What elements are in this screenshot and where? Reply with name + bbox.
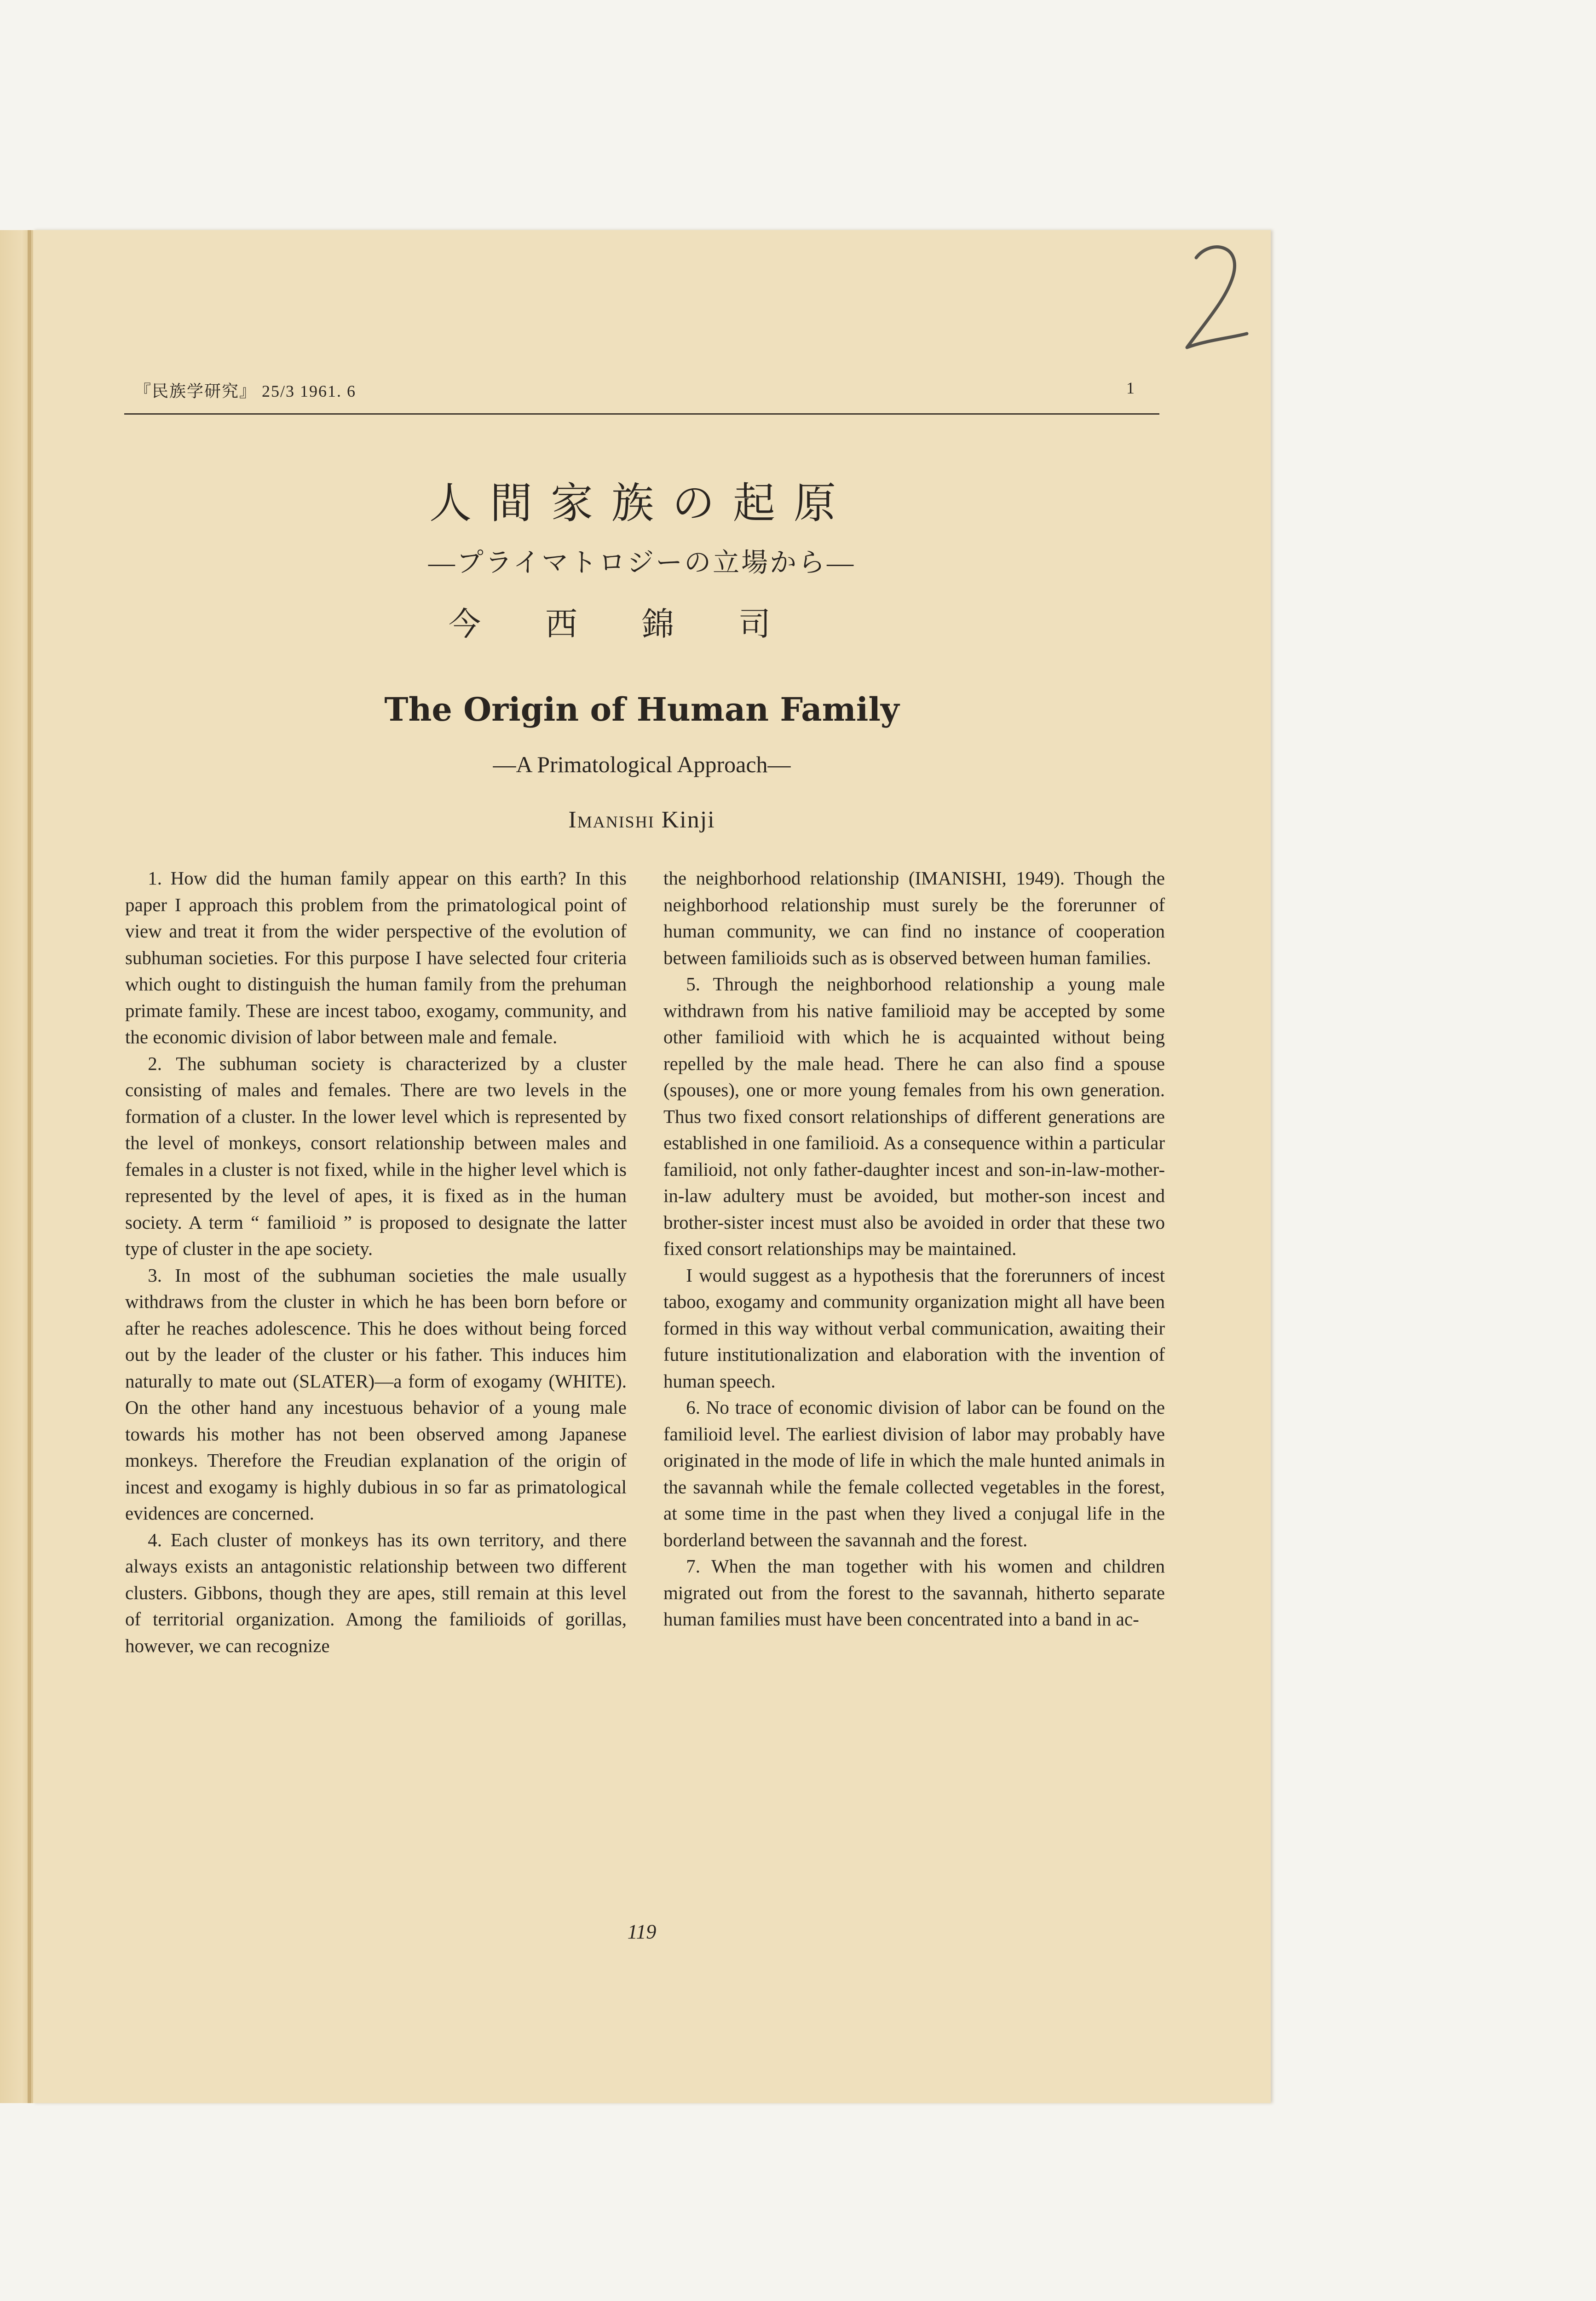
english-title: The Origin of Human Family [384,690,899,728]
japanese-author: 今西錦司 [449,607,835,642]
paragraph: the neighborhood relationship (IMANISHI, 1949). Though the neighborhood relationship must surely be the forerunner of human community, we can find no instance of cooperation between familioids such as is observed between human families. [663,867,1165,968]
english-subtitle: —A Primatological Approach— [493,752,791,777]
paragraph: 2. The subhuman society is characterized by a cluster consisting of males and females. There are two levels in the formation of a cluster. In the lower level which is represented by the level of monkeys, consort relationship between males and females in a cluster is not fixed, while in the higher level which is represented by the level of apes, it is fixed as in the human society. A term “ familioid ” is proposed to designate the latter type of cluster in the ape society. [125,1052,627,1259]
japanese-title: 人間家族の起原 [429,480,854,527]
author-surname: Imanishi [568,807,655,833]
page-gutter [28,230,31,2103]
header-page-number: 1 [1126,379,1135,397]
author-given-name: Kinji [661,807,715,833]
header-rule [124,413,1159,415]
journal-citation: 『民族学研究』 25/3 1961. 6 [134,382,357,400]
paragraph: I would suggest as a hypothesis that the forerunners of incest taboo, exogamy and community organization might all have been formed in this way without verbal communication, awaiting their future institutionalization and elaboration with the invention of human speech. [663,1264,1165,1392]
paragraph: 1. How did the human family appear on this earth? In this paper I approach this problem from the primatological point of view and treat it from the wider perspective of the evolution of subhuman societies. For this purpose I have selected four criteria which ought to distinguish the human family from the prehuman primate family. These are incest taboo, exogamy, community, and the economic division of labor between male and female. [125,867,627,1047]
left-column [125,865,627,1659]
left-facing-page [0,230,37,2103]
paragraph: 4. Each cluster of monkeys has its own territory, and there always exists an antagonistic relationship between two different clusters. Gibbons, though they are apes, still remain at this level of territorial organization. Among the familioids of gorillas, however, we can recognize [125,1529,627,1656]
paragraph: 3. In most of the subhuman societies the male usually withdraws from the cluster in which he has been born before or after he reaches adolescence. This he does without being forced out by the leader of the cluster or his father. This induces him naturally to mate out (SLATER)—a form of exogamy (WHITE). On the other hand any incestuous behavior of a young male towards his mother has not been observed among Japanese monkeys. Therefore the Freudian explanation of the origin of incest and exogamy is highly dubious in so far as primatological evidences are concerned. [125,1264,627,1524]
english-author [125,806,1158,833]
japanese-subtitle: —プライマトロジーの立場から— [428,548,856,578]
right-column [663,865,1165,1633]
paragraph: 7. When the man together with his women and children migrated out from the forest to the savannah, hitherto separate human families must have been concentrated into a band in ac- [663,1555,1165,1630]
page-number: 119 [627,1920,657,1943]
paragraph: 6. No trace of economic division of labor can be found on the familioid level. The earliest division of labor may probably have originated in the mode of life in which the male hunted animals in the savannah while the female collected vegetables in the forest, at some time in the past when they lived a conjugal life in the borderland between the savannah and the forest. [663,1397,1165,1550]
paragraph: 5. Through the neighborhood relationship a young male withdrawn from his native familioid may be accepted by some other familioid with which he is acquainted without being repelled by the male head. There he can also find a spouse (spouses), one or more young females from his own generation. Thus two fixed consort relationships of different generations are established in one familioid. As a consequence within a particular familioid, not only father-daughter incest and son-in-law-mother-in-law adultery must be avoided, but mother-son incest and brother-sister incest must also be avoided in order that these two fixed consort relationships may be maintained. [663,973,1165,1259]
handwritten-annotation [1178,239,1251,359]
